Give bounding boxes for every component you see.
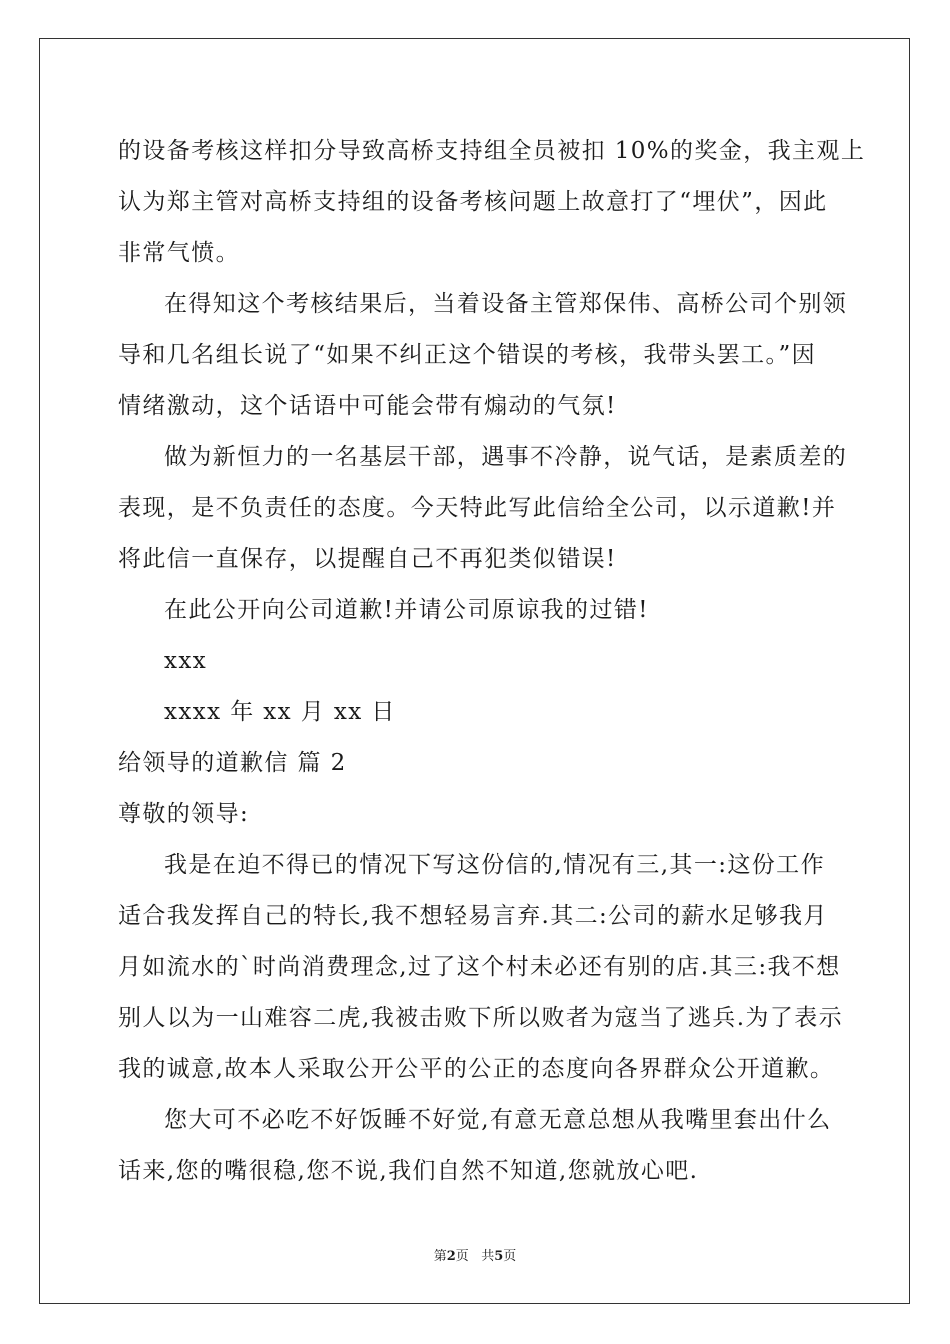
document-body [118, 126, 866, 1197]
page-footer [0, 1245, 950, 1264]
total-pages-number: 5 [494, 1249, 504, 1264]
total-prefix: 共 [481, 1249, 495, 1264]
signature-date: xxxx 年 xx 月 xx 日 [164, 699, 396, 725]
body-line: 认为郑主管对高桥支持组的设备考核问题上故意打了“埋伏”，因此 [118, 189, 828, 215]
body-line: 别人以为一山难容二虎,我被击败下所以败者为寇当了逃兵.为了表示 [118, 1005, 844, 1031]
paragraph-start-line: 做为新恒力的一名基层干部，遇事不冷静，说气话，是素质差的 [164, 444, 848, 470]
paragraph-start-line: 在此公开向公司道歉!并请公司原谅我的过错! [164, 597, 649, 623]
body-line: 表现，是不负责任的态度。今天特此写此信给全公司，以示道歉!并 [118, 495, 837, 521]
body-line: 非常气愤。 [118, 240, 240, 266]
total-suffix: 页 [503, 1249, 517, 1264]
body-line: 月如流水的`时尚消费理念,过了这个村未必还有别的店.其三:我不想 [118, 954, 841, 980]
body-line: 将此信一直保存，以提醒自己不再犯类似错误! [118, 546, 617, 572]
body-line: 话来,您的嘴很稳,您不说,我们自然不知道,您就放心吧. [118, 1158, 699, 1184]
body-line: 的设备考核这样扣分导致高桥支持组全员被扣 10%的奖金，我主观上 [118, 138, 866, 164]
section-heading: 给领导的道歉信 篇 2 [118, 750, 347, 776]
paragraph-start-line: 您大可不必吃不好饭睡不好觉,有意无意总想从我嘴里套出什么 [164, 1107, 832, 1133]
page-prefix: 第 [433, 1249, 447, 1264]
current-page-number: 2 [446, 1249, 456, 1264]
paragraph-start-line: 在得知这个考核结果后，当着设备主管郑保伟、高桥公司个别领 [164, 291, 848, 317]
salutation: 尊敬的领导: [118, 801, 250, 827]
body-line: 导和几名组长说了“如果不纠正这个错误的考核，我带头罢工。”因 [118, 342, 817, 368]
paragraph-start-line: 我是在迫不得已的情况下写这份信的,情况有三,其一:这份工作 [164, 852, 825, 878]
signature-name: xxx [164, 648, 208, 674]
page-suffix: 页 [455, 1249, 469, 1264]
body-line: 情绪激动，这个话语中可能会带有煽动的气氛! [118, 393, 617, 419]
body-line: 适合我发挥自己的特长,我不想轻易言弃.其二:公司的薪水足够我月 [118, 903, 828, 929]
body-line: 我的诚意,故本人采取公开公平的公正的态度向各界群众公开道歉。 [118, 1056, 835, 1082]
